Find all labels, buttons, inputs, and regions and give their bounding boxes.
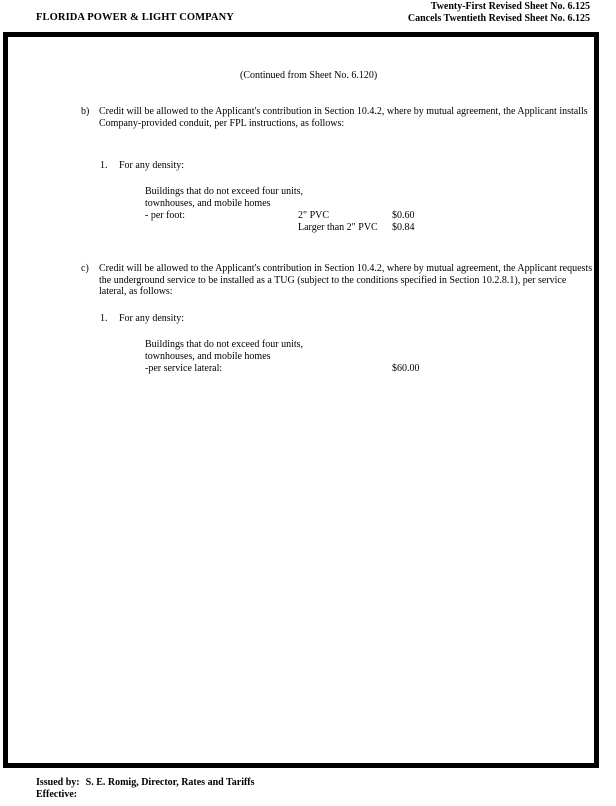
section-c-marker: c)	[81, 263, 89, 274]
section-b-desc-line2: townhouses, and mobile homes	[145, 198, 271, 209]
section-b-item-label: For any density:	[119, 160, 184, 171]
section-c-desc-line1: Buildings that do not exceed four units,	[145, 339, 304, 350]
service-lateral-price: $60.00	[392, 363, 420, 374]
section-c-text: Credit will be allowed to the Applicant's contribution in Section 10.4.2, where by mutual agreement, the Applicant requests the underground service to be installed as a TUG (subject to the conditions specified in Section 10.2.8.1), per service lateral, as follows:	[99, 263, 593, 297]
conduit-type-larger: Larger than 2" PVC	[298, 222, 378, 233]
section-b-unit: - per foot:	[145, 210, 185, 221]
section-b-text: Credit will be allowed to the Applicant's contribution in Section 10.4.2, where by mutual agreement, the Applicant installs Company-provided conduit, per FPL instructions, as follows:	[99, 106, 588, 129]
tariff-sheet-frame	[3, 32, 599, 768]
effective-label: Effective:	[36, 789, 78, 800]
conduit-price-2in: $0.60	[392, 210, 415, 221]
footer	[36, 777, 255, 801]
section-c-item-label: For any density:	[119, 313, 184, 324]
conduit-price-larger: $0.84	[392, 222, 415, 233]
section-c-unit: -per service lateral:	[145, 363, 223, 374]
sheet-revision: Twenty-First Revised Sheet No. 6.125	[430, 1, 590, 12]
issued-by-label: Issued by:	[36, 777, 80, 788]
conduit-type-2in: 2" PVC	[298, 210, 330, 221]
company-name: FLORIDA POWER & LIGHT COMPANY	[36, 12, 234, 23]
continued-note: (Continued from Sheet No. 6.120)	[240, 70, 378, 81]
sheet-info	[408, 1, 590, 25]
section-b-marker: b)	[81, 106, 90, 117]
section-c-item-number: 1.	[100, 313, 108, 324]
cancels-sheet: Cancels Twentieth Revised Sheet No. 6.125	[407, 13, 590, 24]
section-b-desc-line1: Buildings that do not exceed four units,	[145, 186, 304, 197]
section-c-desc-line2: townhouses, and mobile homes	[145, 351, 271, 362]
section-b-item-number: 1.	[100, 160, 108, 171]
issued-by-value: S. E. Romig, Director, Rates and Tariffs	[85, 777, 255, 788]
